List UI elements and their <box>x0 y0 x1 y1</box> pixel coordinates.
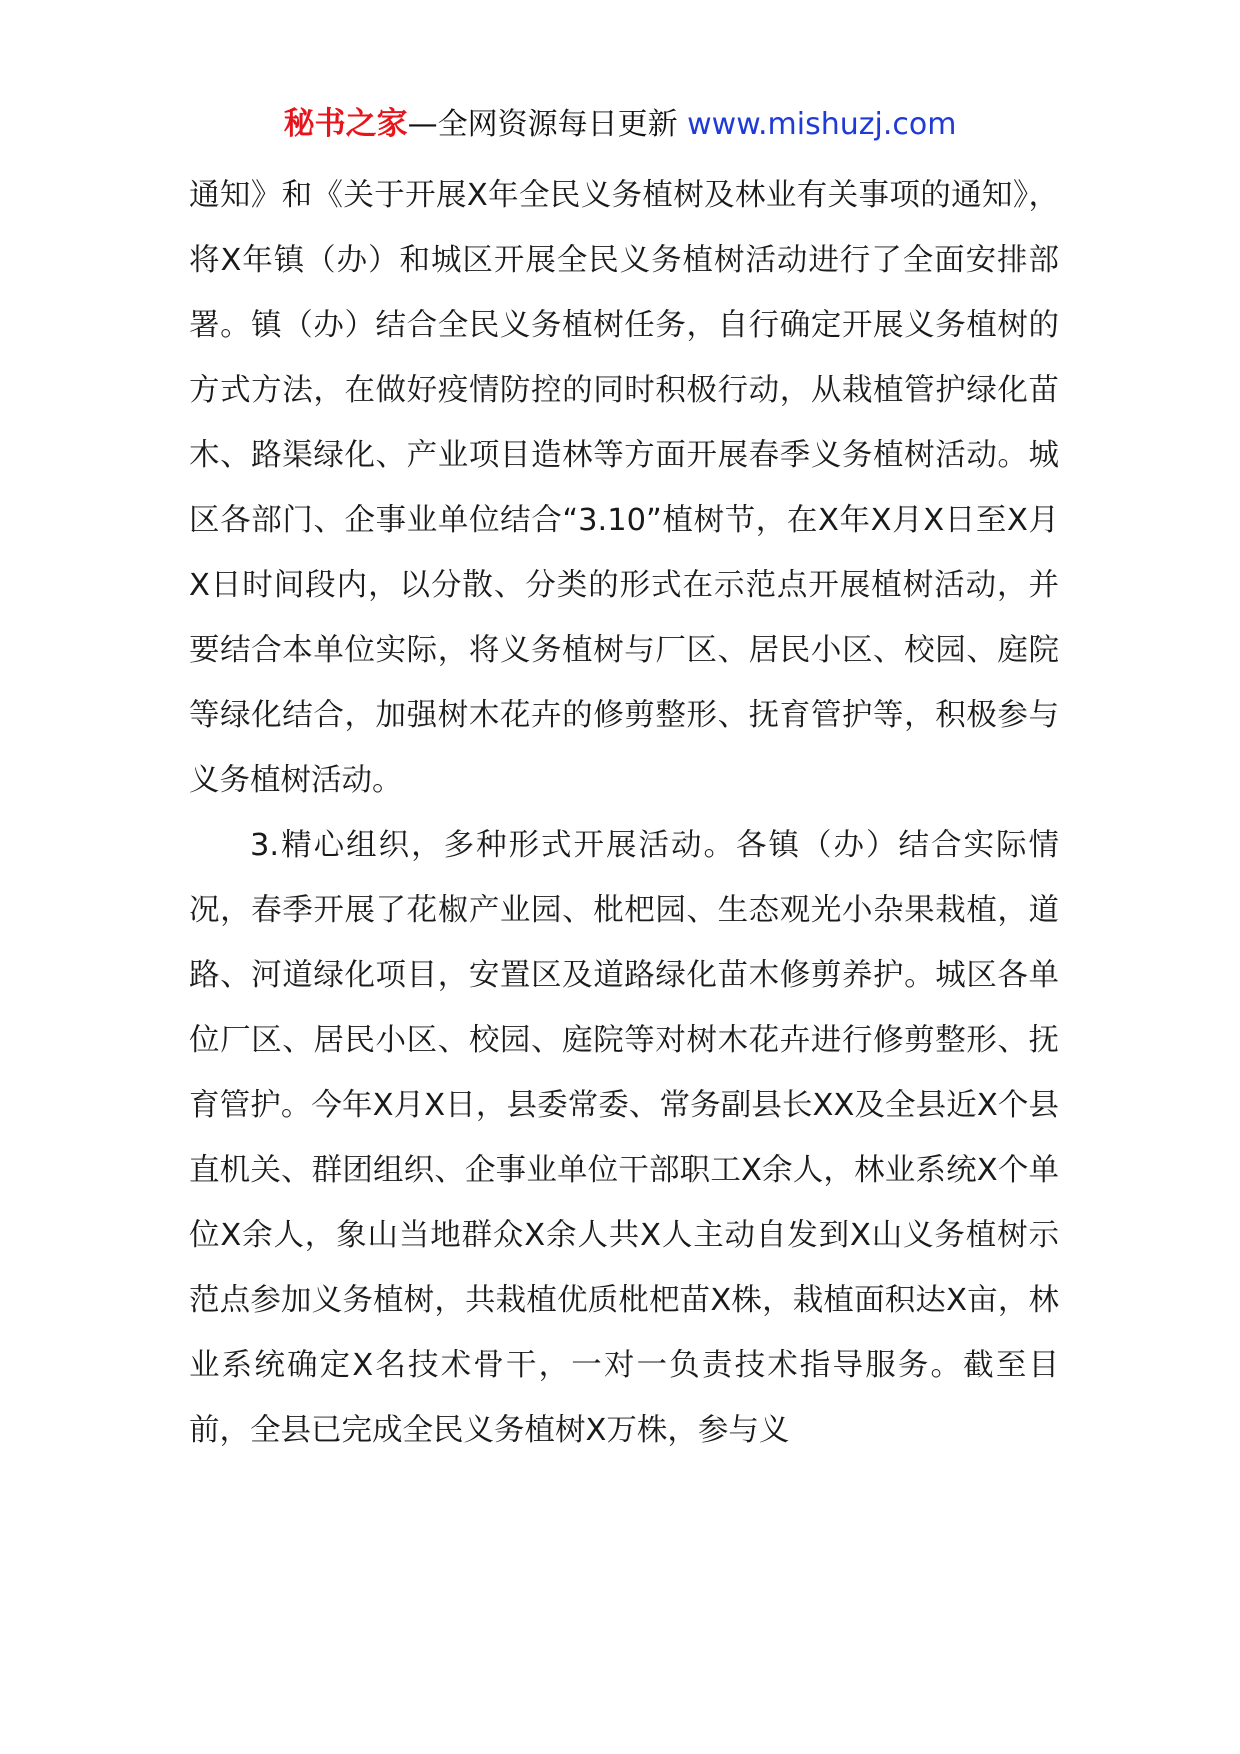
page-header <box>0 100 1240 149</box>
paragraph: 3.精心组织，多种形式开展活动。各镇（办）结合实际情况，春季开展了花椒产业园、枇杷园、生态观光小杂果栽植，道路、河道绿化项目，安置区及道路绿化苗木修剪养护。城区各单位厂区、居民小区、校园、庭院等对树木花卉进行修剪整形、抚育管护。今年X月X日，县委常委、常务副县长XX及全县近X个县直机关、群团组织、企事业单位干部职工X余人，林业系统X个单位X余人，象山当地群众X余人共X人主动自发到X山义务植树示范点参加义务植树，共栽植优质枇杷苗X株，栽植面积达X亩，林业系统确定X名技术骨干，一对一负责技术指导服务。截至目前，全县已完成全民义务植树X万株，参与义 <box>189 828 1059 1448</box>
paragraph: 通知》和《关于开展X年全民义务植树及林业有关事项的通知》，将X年镇（办）和城区开展全民义务植树活动进行了全面安排部署。镇（办）结合全民义务植树任务，自行确定开展义务植树的方式方法，在做好疫情防控的同时积极行动，从栽植管护绿化苗木、路渠绿化、产业项目造林等方面开展春季义务植树活动。城区各部门、企事业单位结合“3.10”植树节，在X年X月X日至X月X日时间段内，以分散、分类的形式在示范点开展植树活动，并要结合本单位实际，将义务植树与厂区、居民小区、校园、庭院等绿化结合，加强树木花卉的修剪整形、抚育管护等，积极参与义务植树活动。 <box>189 178 1059 798</box>
header-tagline: —全网资源每日更新 <box>407 107 678 142</box>
brand-name: 秘书之家 <box>283 106 408 142</box>
document-body <box>189 163 1059 1463</box>
site-url-link[interactable]: www.mishuzj.com <box>687 107 957 142</box>
